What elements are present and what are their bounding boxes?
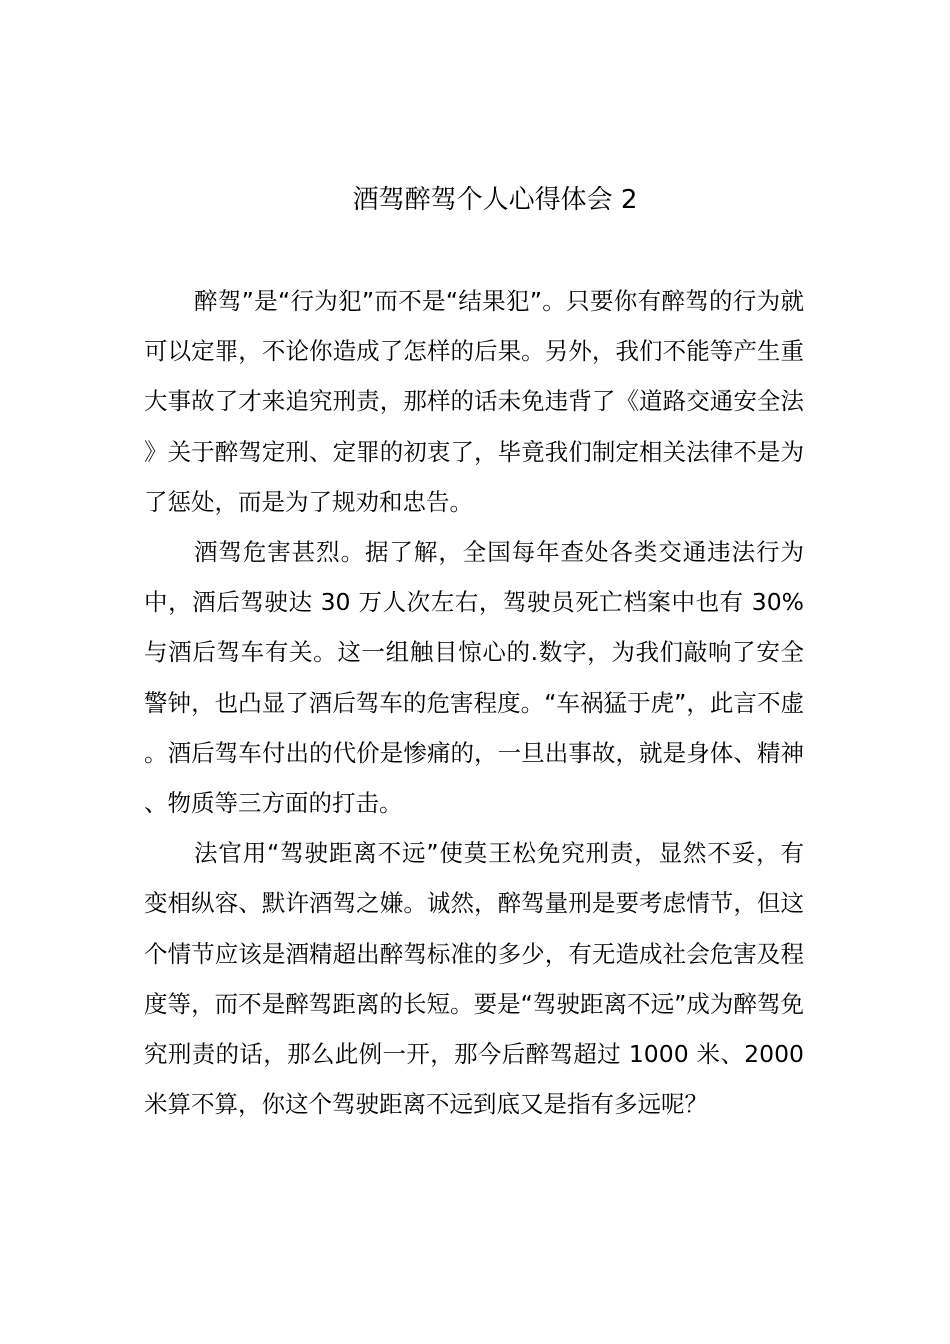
paragraph-3: 法官用“驾驶距离不远”使莫王松免究刑责，显然不妥，有变相纵容、默许酒驾之嫌。诚然，醉驾量刑是要考虑情节，但这个情节应该是酒精超出醉驾标准的多少，有无造成社会危害及程度等，而不是醉驾距离的长短。要是“驾驶距离不远”成为醉驾免究刑责的话，那么此例一开，那今后醉驾超过 1000 米、2000 米算不算，你这个驾驶距离不远到底又是指有多远呢？: [144, 839, 804, 1119]
document-title: 酒驾醉驾个人心得体会 2: [352, 185, 638, 215]
paragraph-1: 醉驾”是“行为犯”而不是“结果犯”。只要你有醉驾的行为就可以定罪，不论你造成了怎样的后果。另外，我们不能等产生重大事故了才来追究刑责，那样的话未免违背了《道路交通安全法》关于醉驾定刑、定罪的初衷了，毕竟我们制定相关法律不是为了惩处，而是为了规劝和忠告。: [144, 287, 804, 516]
document-body: [144, 276, 804, 1129]
paragraph-2: 酒驾危害甚烈。据了解，全国每年查处各类交通违法行为中，酒后驾驶达 30 万人次左右，驾驶员死亡档案中也有 30%与酒后驾车有关。这一组触目惊心的.数字，为我们敲响了安全警钟，也凸显了酒后驾车的危害程度。“车祸猛于虎”，此言不虚。酒后驾车付出的代价是惨痛的，一旦出事故，就是身体、精神、物质等三方面的打击。: [144, 538, 804, 818]
